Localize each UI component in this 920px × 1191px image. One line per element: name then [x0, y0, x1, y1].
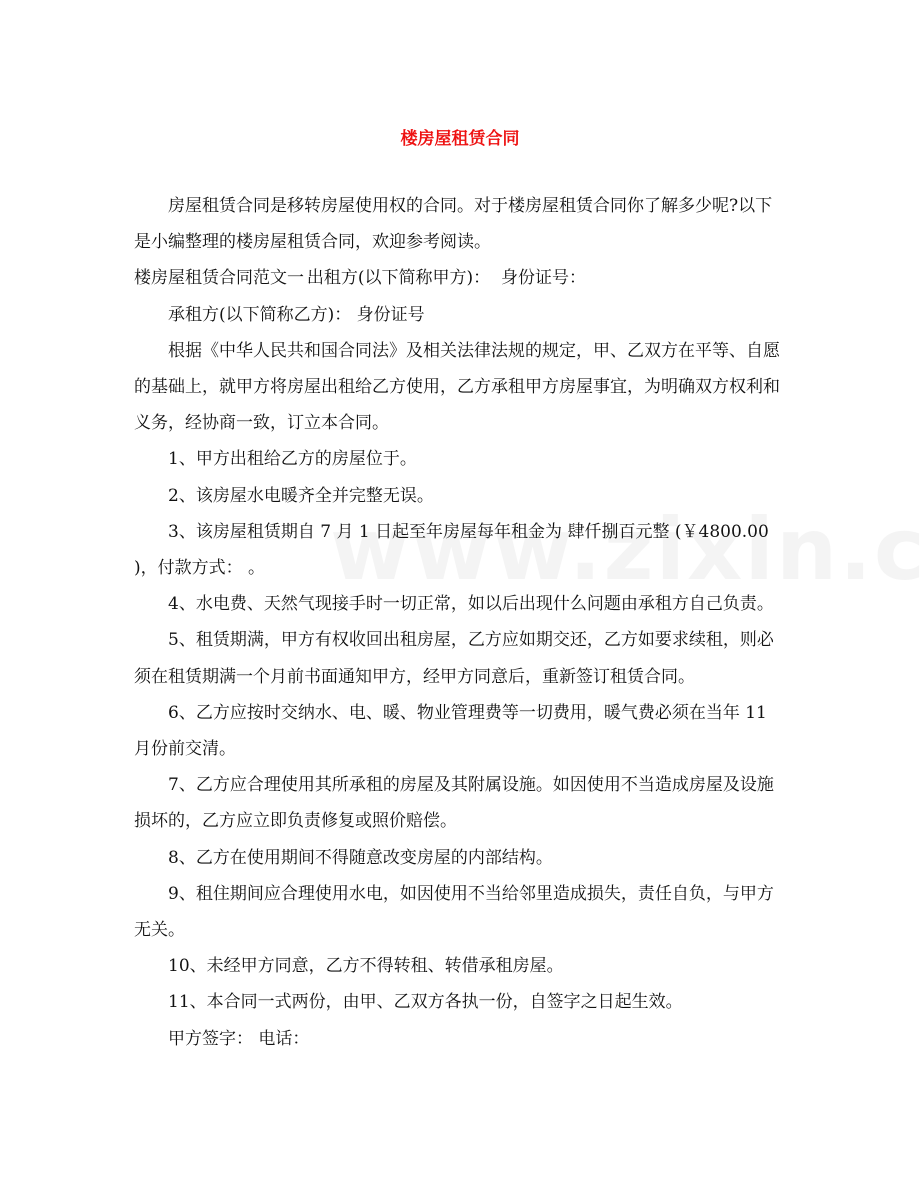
clause-7: 7、乙方应合理使用其所承租的房屋及其附属设施。如因使用不当造成房屋及设施损坏的，乙方应立即负责修复或照价赔偿。 [134, 775, 774, 832]
paragraph-parties-lessor: 楼房屋租赁合同范文一 出租方(以下简称甲方)： 身份证号： [134, 268, 586, 289]
clause-11: 11、本合同一式两份，由甲、乙双方各执一份，自签字之日起生效。 [168, 992, 683, 1013]
clause-2: 2、该房屋水电暖齐全并完整无误。 [168, 485, 434, 506]
signature-line: 甲方签字： 电话： [168, 1028, 310, 1049]
clause-6: 6、乙方应按时交纳水、电、暖、物业管理费等一切费用，暖气费必须在当年 11 月份前交清。 [134, 702, 767, 760]
clause-8: 8、乙方在使用期间不得随意改变房屋的内部结构。 [168, 847, 553, 868]
clause-5: 5、租赁期满，甲方有权收回出租房屋，乙方应如期交还，乙方如要求续租，则必须在租赁期满一个月前书面通知甲方，经甲方同意后，重新签订租赁合同。 [134, 630, 774, 687]
paragraph-intro: 房屋租赁合同是移转房屋使用权的合同。对于楼房屋租赁合同你了解多少呢?以下是小编整理的楼房屋租赁合同，欢迎参考阅读。 [134, 196, 773, 253]
clause-10: 10、未经甲方同意，乙方不得转租、转借承租房屋。 [168, 956, 564, 977]
paragraph-preamble: 根据《中华人民共和国合同法》及相关法律法规的规定，甲、乙双方在平等、自愿的基础上，就甲方将房屋出租给乙方使用，乙方承租甲方房屋事宜，为明确双方权利和义务，经协商一致，订立本合同。 [134, 340, 780, 434]
document-title: 楼房屋租赁合同 [400, 129, 520, 149]
clause-4: 4、水电费、天然气现接手时一切正常，如以后出现什么问题由承租方自己负责。 [168, 594, 774, 615]
clause-9: 9、租住期间应合理使用水电，如因使用不当给邻里造成损失，责任自负，与甲方无关。 [134, 883, 774, 941]
clause-1: 1、甲方出租给乙方的房屋位于。 [168, 449, 417, 470]
paragraph-parties-lessee: 承租方(以下简称乙方)： 身份证号 [168, 304, 425, 325]
document-body [134, 188, 786, 1057]
clause-3: 3、该房屋租赁期自 7 月 1 日起至年房屋每年租金为 肆仟捌百元整 (￥4800.00 )，付款方式： 。 [134, 521, 769, 579]
